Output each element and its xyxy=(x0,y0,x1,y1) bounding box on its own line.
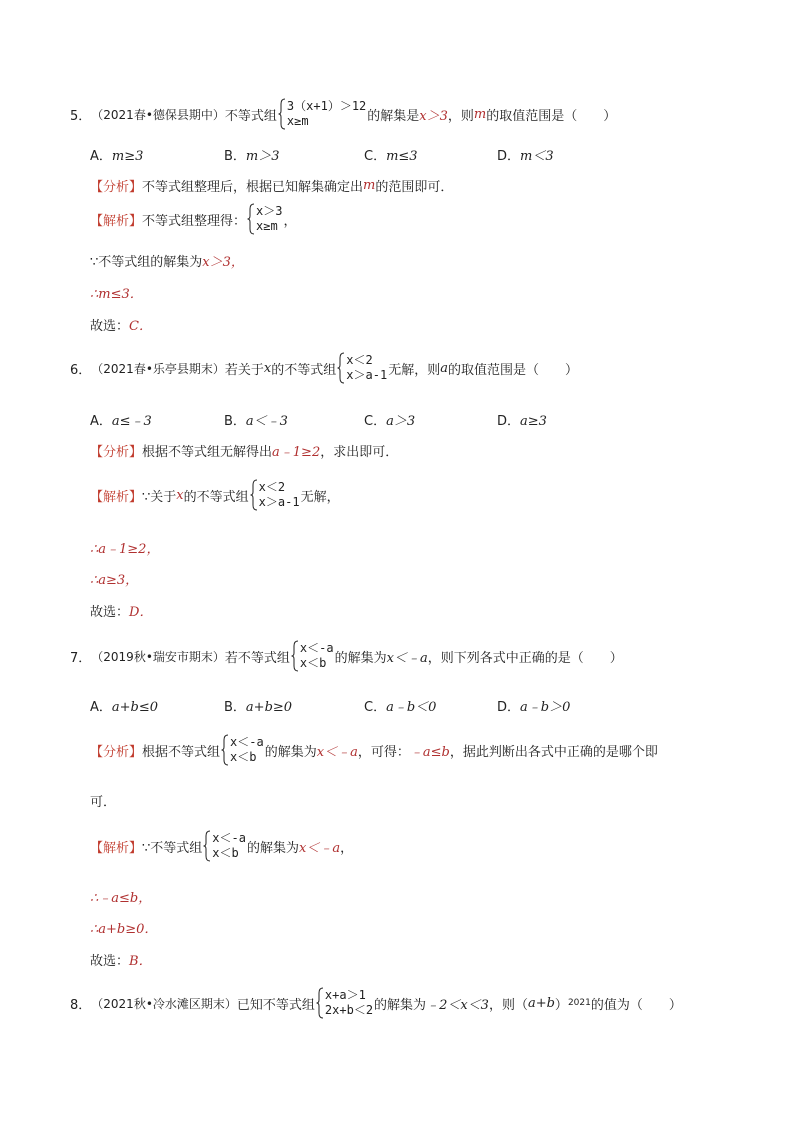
solution-7-step-1 xyxy=(90,887,151,906)
analysis-text: 根据不等式组无解得出 xyxy=(142,445,273,460)
solution-text: ， xyxy=(340,840,354,856)
stem-text: 的取值范围是（ ） xyxy=(447,362,578,378)
question-source: （2019秋•瑞安市期末） xyxy=(91,649,225,664)
analysis-text: ，据此判断出各式中正确的是哪个即 xyxy=(449,744,658,760)
stem-text: ，则 xyxy=(447,108,474,124)
question-number: 7． xyxy=(70,650,92,666)
system-row: x＞3 xyxy=(256,204,283,218)
left-brace-icon xyxy=(221,734,229,766)
math-expression: x＜﹣a xyxy=(299,840,341,856)
question-8-stem xyxy=(70,987,682,1019)
inequality-system xyxy=(278,98,366,130)
left-brace-icon xyxy=(203,830,211,862)
question-number: 6． xyxy=(70,362,92,378)
math-expression: ∴a﹣1≥2， xyxy=(90,542,160,557)
system-row: x＜b xyxy=(212,846,239,860)
stem-text: 的解集为 xyxy=(374,997,427,1013)
left-brace-icon xyxy=(278,98,286,130)
analysis-text: ，求出即可． xyxy=(320,445,399,460)
inequality-system xyxy=(203,830,246,862)
analysis-text: ，可得： xyxy=(357,744,410,760)
math-expression: a﹣1≥2 xyxy=(272,445,321,460)
solution-text: ， xyxy=(283,213,297,229)
answer-value: B． xyxy=(129,954,152,969)
solution-5-step-2 xyxy=(90,283,143,302)
math-expression: ∴﹣a≤b， xyxy=(90,891,152,906)
system-row: 2x+b＜2 xyxy=(324,1003,374,1017)
stem-text: 若关于 xyxy=(224,362,264,378)
stem-text: 已知不等式组 xyxy=(236,997,315,1013)
solution-6 xyxy=(90,479,340,511)
analysis-text: 可． xyxy=(90,795,117,810)
inequality-system xyxy=(316,987,373,1019)
solution-6-step-1 xyxy=(90,538,159,557)
system-row: x＜b xyxy=(230,750,257,764)
analysis-7-continued xyxy=(90,791,116,810)
stem-text: 若不等式组 xyxy=(224,650,290,666)
choice-a: A．a≤﹣3 xyxy=(90,414,152,429)
solution-7 xyxy=(90,830,353,862)
solution-6-step-2 xyxy=(90,569,138,588)
math-expression: x＜﹣a xyxy=(386,650,428,666)
answer-label: 故选： xyxy=(90,319,130,334)
stem-text: ） xyxy=(554,997,568,1013)
inequality-system xyxy=(291,640,334,672)
question-5-stem xyxy=(70,98,616,130)
math-expression: x＜﹣a xyxy=(316,744,358,760)
inequality-system xyxy=(221,734,264,766)
choice-c: C．a﹣b＜0 xyxy=(364,700,437,715)
stem-text: 的解集为 xyxy=(334,650,387,666)
system-row: x≥m xyxy=(256,219,278,233)
question-source: （2021春•德保县期中） xyxy=(91,107,225,122)
question-source: （2021秋•冷水滩区期末） xyxy=(91,996,237,1011)
analysis-tag: 【分析】 xyxy=(90,180,143,195)
system-row: x＜2 xyxy=(258,480,286,494)
choice-c: C．m≤3 xyxy=(364,149,418,164)
solution-text: 无解， xyxy=(300,489,340,505)
answer-label: 故选： xyxy=(90,954,130,969)
system-row: 3（x+1）＞12 xyxy=(286,99,367,113)
answer-value: C． xyxy=(129,319,152,334)
math-expression: ﹣a≤b xyxy=(409,744,450,760)
analysis-text: 根据不等式组 xyxy=(142,744,221,760)
analysis-tag: 【分析】 xyxy=(90,744,143,760)
question-source: （2021春•乐亭县期末） xyxy=(91,361,225,376)
analysis-text: 的解集为 xyxy=(264,744,317,760)
stem-text: ，则（ xyxy=(488,997,528,1013)
system-row: x＜-a xyxy=(212,831,246,845)
left-brace-icon xyxy=(337,352,345,384)
exponent: 2021 xyxy=(567,998,591,1008)
analysis-tag: 【分析】 xyxy=(90,445,143,460)
math-expression: ∴a+b≥0． xyxy=(90,922,158,937)
question-number: 5． xyxy=(70,108,92,124)
math-variable: m xyxy=(473,106,487,122)
solution-text: 的解集为 xyxy=(246,840,299,856)
system-row: x＜b xyxy=(299,656,327,670)
answer-label: 故选： xyxy=(90,605,130,620)
system-row: x≥m xyxy=(286,114,309,128)
stem-text: 的取值范围是（ ） xyxy=(486,108,617,124)
solution-7-step-2 xyxy=(90,918,157,937)
system-row: x＜2 xyxy=(346,353,373,367)
system-row: x＞a-1 xyxy=(346,368,388,382)
math-variable: x xyxy=(176,487,184,503)
solution-text: ∵不等式组的解集为 xyxy=(90,255,203,270)
solution-text: ∵关于 xyxy=(142,489,177,505)
solution-text: 的不等式组 xyxy=(183,489,249,505)
stem-text: 不等式组 xyxy=(224,108,277,124)
answer-5 xyxy=(90,315,152,334)
system-row: x＞a-1 xyxy=(258,495,300,509)
solution-5-step-1 xyxy=(90,251,244,270)
left-brace-icon xyxy=(250,479,258,511)
analysis-6 xyxy=(90,441,398,460)
answer-7 xyxy=(90,950,152,969)
left-brace-icon xyxy=(247,203,255,235)
solution-tag: 【解析】 xyxy=(90,213,143,229)
analysis-5 xyxy=(90,176,453,195)
choice-b: B．a+b≥0 xyxy=(224,700,293,715)
choice-c: C．a＞3 xyxy=(364,414,416,429)
answer-6 xyxy=(90,601,152,620)
solution-text: 不等式组整理得： xyxy=(142,213,247,229)
math-expression: ∴m≤3． xyxy=(90,287,143,302)
math-expression: ∴a≥3， xyxy=(90,573,139,588)
question-7-stem xyxy=(70,640,623,672)
system-row: x＜-a xyxy=(230,735,264,749)
system-row: x+a＞1 xyxy=(324,988,366,1002)
answer-value: D． xyxy=(129,605,153,620)
stem-text: 的不等式组 xyxy=(271,362,337,378)
solution-tag: 【解析】 xyxy=(90,489,143,505)
analysis-text: 不等式组整理后，根据已知解集确定出 xyxy=(142,180,364,195)
solution-text: ∵不等式组 xyxy=(142,840,203,856)
math-expression: ﹣2＜x＜3 xyxy=(426,997,489,1013)
choice-b: B．a＜﹣3 xyxy=(224,414,288,429)
choice-a: A．a+b≤0 xyxy=(90,700,159,715)
stem-text: 的解集是 xyxy=(367,108,420,124)
system-row: x＜-a xyxy=(299,641,334,655)
choice-a: A．m≥3 xyxy=(90,149,144,164)
question-6-stem xyxy=(70,352,578,384)
choice-d: D．a≥3 xyxy=(497,414,547,429)
left-brace-icon xyxy=(291,640,299,672)
analysis-7 xyxy=(90,734,658,766)
math-variable: a xyxy=(440,360,448,376)
solution-tag: 【解析】 xyxy=(90,840,143,856)
math-expression: a+b xyxy=(527,995,555,1011)
stem-text: 无解，则 xyxy=(388,362,441,378)
math-expression: x＞3 xyxy=(419,108,448,124)
choice-d: D．a﹣b＞0 xyxy=(497,700,571,715)
analysis-text: 的范围即可． xyxy=(375,180,454,195)
left-brace-icon xyxy=(316,987,324,1019)
choice-d: D．m＜3 xyxy=(497,149,554,164)
math-expression: x＞3， xyxy=(202,255,244,270)
inequality-system xyxy=(250,479,300,511)
choice-b: B．m＞3 xyxy=(224,149,280,164)
math-variable: x xyxy=(263,360,272,376)
stem-text: 的值为（ ） xyxy=(590,997,682,1013)
inequality-system xyxy=(247,203,282,235)
inequality-system xyxy=(337,352,387,384)
stem-text: ，则下列各式中正确的是（ ） xyxy=(427,650,623,666)
solution-5 xyxy=(90,203,297,235)
math-variable: m xyxy=(363,178,376,193)
question-number: 8． xyxy=(70,997,92,1013)
